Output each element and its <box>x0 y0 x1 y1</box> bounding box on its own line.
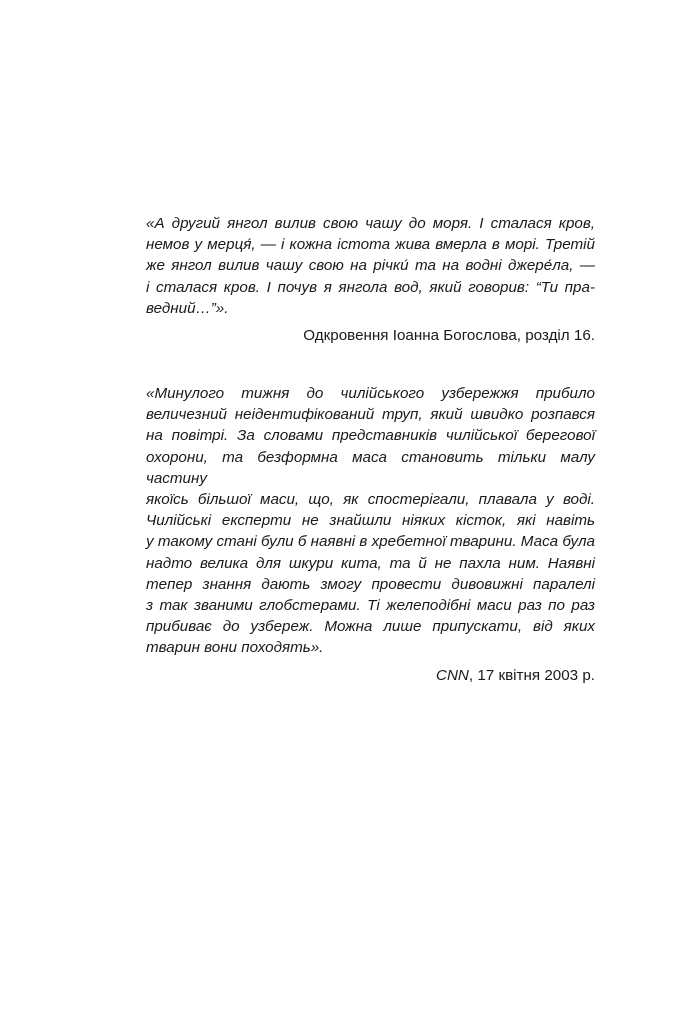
epigraph-revelation <box>146 213 595 346</box>
quote-line: величезний неідентифікований труп, який швидко розпався <box>146 406 595 424</box>
epigraph-source: Одкровення Іоанна Богослова, розділ 16. <box>303 327 595 345</box>
quote-line: ведний…”». <box>146 299 229 317</box>
source-name: CNN <box>435 666 469 684</box>
quote-line: немов у мерця́, — і кожна істота жива вмерла в морі. Третій <box>146 236 595 254</box>
quote-line: тварин вони походять». <box>146 639 324 657</box>
quote-line: надто велика для шкури кита, та й не пахла ним. Наявні <box>146 554 595 572</box>
epigraph-cnn <box>146 383 595 686</box>
quote-line: тепер знання дають змогу провести дивовижні паралелі <box>146 575 595 593</box>
epigraph-source <box>146 665 595 686</box>
epigraph-quote <box>146 213 595 319</box>
quote-line: охорони, та безформна маса становить тільки малу частину <box>146 448 595 487</box>
quote-line: прибиває до узбереж. Можна лише припускати, від яких <box>146 618 595 636</box>
quote-line: на повітрі. За словами представників чилійської берегової <box>146 427 595 445</box>
epigraph-quote <box>146 383 595 659</box>
quote-line: і сталася кров. І почув я янгола вод, який говорив: “Ти пра- <box>146 278 595 296</box>
source-date: , 17 квітня 2003 р. <box>468 666 595 684</box>
quote-line: якоїсь більшої маси, що, як спостерігали, плавала у воді. <box>146 491 595 509</box>
quote-line: з так званими глобстерами. Ті желеподібні маси раз по раз <box>146 597 595 615</box>
quote-line: «А другий янгол вилив свою чашу до моря. І сталася кров, <box>146 215 595 232</box>
quote-line: у такому стані були б наявні в хребетної тварини. Маса була <box>146 533 595 551</box>
quote-line: «Минулого тижня до чилійського узбережжя прибило <box>146 385 595 402</box>
quote-line: же янгол вилив чашу свою на річки́ та на водні джере́ла, — <box>146 257 595 275</box>
quote-line: Чилійські експерти не знайшли ніяких кісток, які навіть <box>146 512 595 530</box>
